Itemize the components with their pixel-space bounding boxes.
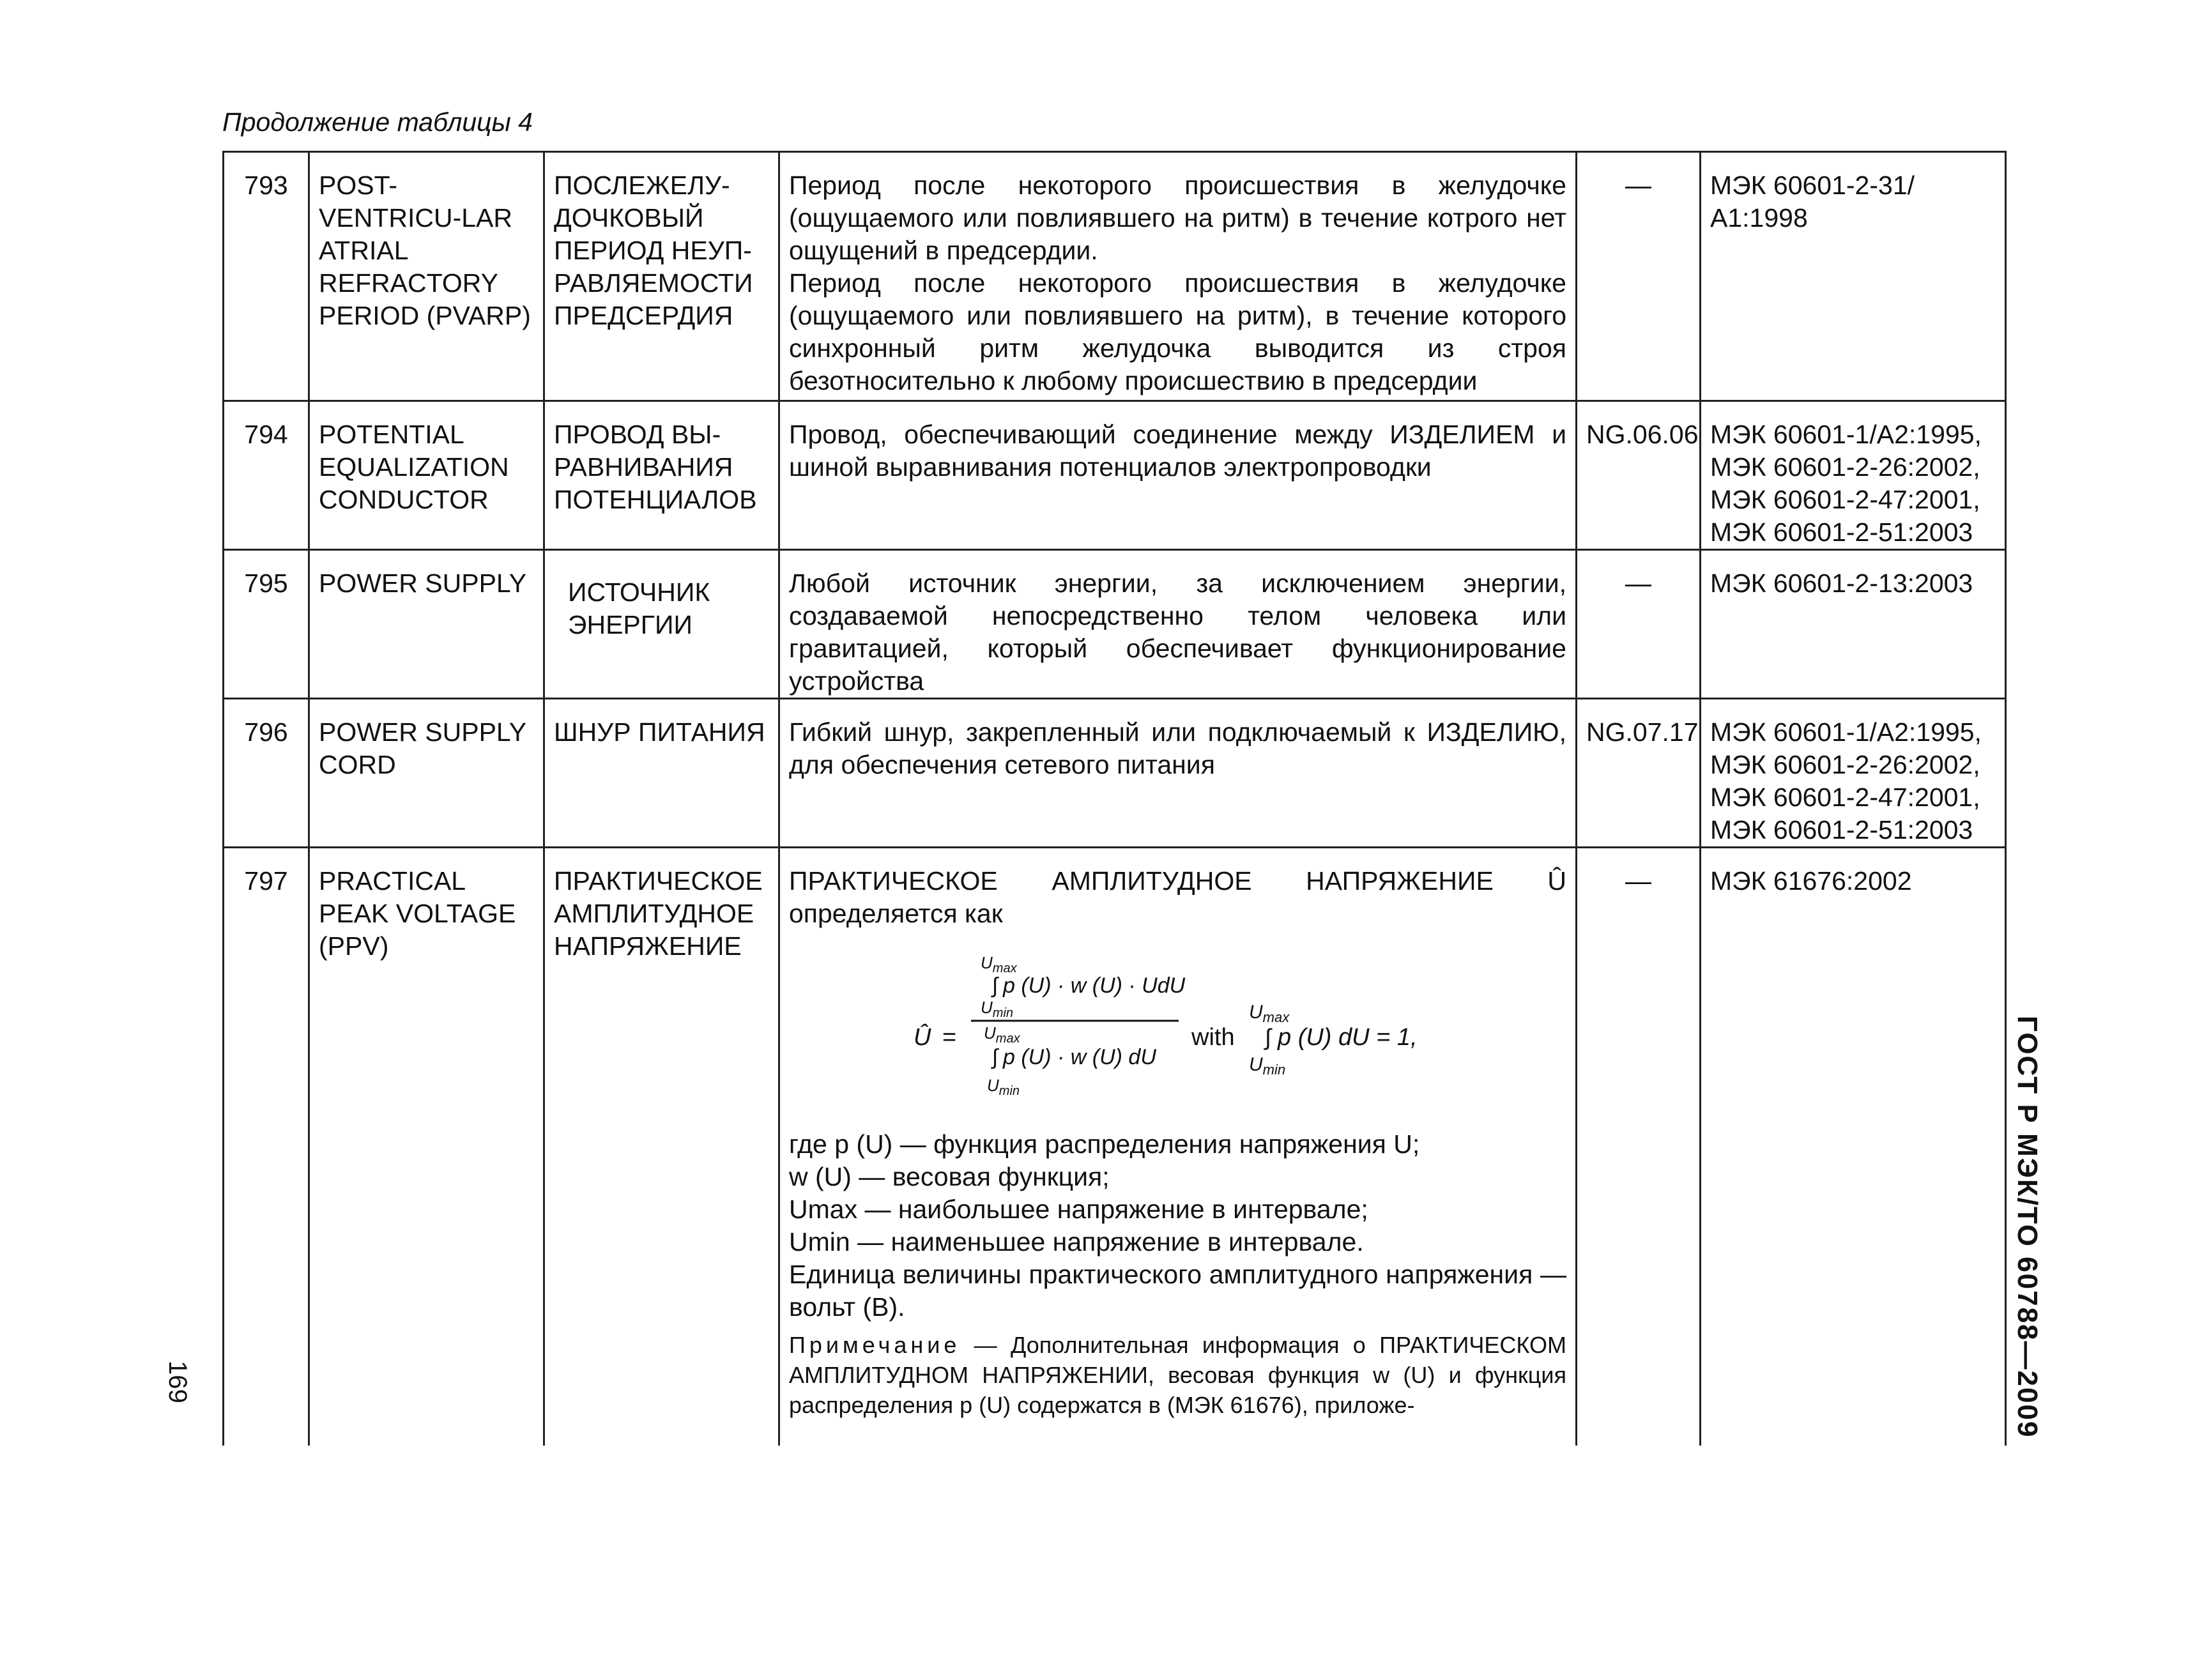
- definition-paragraph: ПРАКТИЧЕСКОЕ АМПЛИТУДНОЕ НАПРЯЖЕНИЕ Û определяется как: [789, 866, 1566, 928]
- ng-code: —: [1577, 550, 1701, 699]
- where-line: w (U) — весовая функция;: [789, 1162, 1110, 1191]
- term-english: POST-VENTRICU-LAR ATRIAL REFRACTORY PERIOD (PVARP): [309, 152, 544, 401]
- upper-limit: $U_{max}$: [981, 953, 1017, 975]
- formula-denominator: p (U) · w (U) dU: [1003, 1045, 1156, 1069]
- definition-paragraph: Провод, обеспечивающий соединение между ИЗДЕЛИЕМ и шиной выравнивания потенциалов электропроводки: [789, 420, 1566, 482]
- document-side-title: ГОСТ Р МЭК/ТО 60788—2009: [2012, 1016, 2043, 1439]
- term-russian: ПОСЛЕЖЕЛУ-ДОЧКОВЫЙ ПЕРИОД НЕУП-РАВЛЯЕМОСТИ ПРЕДСЕРДИЯ: [544, 152, 779, 401]
- ng-code: —: [1577, 848, 1701, 1446]
- definition-paragraph: Гибкий шнур, закрепленный или подключаемый к ИЗДЕЛИЮ, для обеспечения сетевого питания: [789, 717, 1566, 779]
- term-definition: [779, 401, 1577, 550]
- term-number: 793: [224, 152, 309, 401]
- term-russian: ПРАКТИЧЕСКОЕ АМПЛИТУДНОЕ НАПРЯЖЕНИЕ: [544, 848, 779, 1446]
- lower-limit: $U_{min}$: [987, 1076, 1020, 1098]
- table-row: [224, 152, 2006, 401]
- formula-constraint: p (U) dU = 1,: [1278, 1024, 1418, 1051]
- ng-code: NG.07.17: [1577, 699, 1701, 848]
- reference: МЭК 60601-1/А2:1995, МЭК 60601-2-26:2002, МЭК 60601-2-47:2001, МЭК 60601-2-51:2003: [1701, 699, 2006, 848]
- integral-sign: ∫: [992, 974, 998, 998]
- table-row: [224, 848, 2006, 1446]
- term-english: POTENTIAL EQUALIZATION CONDUCTOR: [309, 401, 544, 550]
- integral-sign: ∫: [1265, 1024, 1271, 1050]
- term-number: 795: [224, 550, 309, 699]
- integral-sign: ∫: [992, 1045, 998, 1069]
- note-label: Примечание: [789, 1332, 961, 1358]
- ppv-formula: [789, 949, 1566, 1109]
- lower-limit: $U_{min}$: [981, 998, 1014, 1020]
- formula-svg: [789, 949, 1568, 1109]
- where-line: Umin — наименьшее напряжение в интервале.: [789, 1227, 1364, 1256]
- term-english: POWER SUPPLY: [309, 550, 544, 699]
- term-definition: [779, 848, 1577, 1446]
- upper-limit: $U_{max}$: [1249, 1002, 1290, 1025]
- term-definition: [779, 550, 1577, 699]
- term-number: 796: [224, 699, 309, 848]
- note: [789, 1330, 1566, 1420]
- ng-code: NG.06.06: [1577, 401, 1701, 550]
- reference: МЭК 60601-2-31/А1:1998: [1701, 152, 2006, 401]
- term-russian-text: ИСТОЧНИК ЭНЕРГИИ: [568, 577, 710, 639]
- definition-paragraph: Период после некоторого происшествия в желудочке (ощущаемого или повлиявшего на ритм), в течение которого синхронный ритм желудочка выводится из строя безотносительно к любому происшествию в предсердии: [789, 268, 1566, 395]
- table-row: [224, 401, 2006, 550]
- table-row: [224, 550, 2006, 699]
- formula-numerator: p (U) · w (U) · UdU: [1003, 974, 1186, 998]
- term-english: PRACTICAL PEAK VOLTAGE (PPV): [309, 848, 544, 1446]
- page-number: 169: [164, 1361, 192, 1403]
- lower-limit: $U_{min}$: [1249, 1054, 1286, 1078]
- term-russian: ПРОВОД ВЫ-РАВНИВАНИЯ ПОТЕНЦИАЛОВ: [544, 401, 779, 550]
- reference: МЭК 61676:2002: [1701, 848, 2006, 1446]
- note-text: — Дополнительная информация о ПРАКТИЧЕСКОМ АМПЛИТУДНОМ НАПРЯЖЕНИИ, весовая функция w (U) и функция распределения p (U) содержатся в (МЭК 61676), приложе-: [789, 1332, 1566, 1418]
- formula-equals: =: [942, 1024, 957, 1051]
- reference: МЭК 60601-2-13:2003: [1701, 550, 2006, 699]
- definition-paragraph: Любой источник энергии, за исключением энергии, создаваемой непосредственно телом человека или гравитацией, который обеспечивает функционирование устройства: [789, 569, 1566, 696]
- term-english: POWER SUPPLY CORD: [309, 699, 544, 848]
- term-number: 794: [224, 401, 309, 550]
- term-russian: [544, 550, 779, 699]
- upper-limit: $U_{max}$: [984, 1023, 1020, 1046]
- ng-code: —: [1577, 152, 1701, 401]
- term-definition: [779, 152, 1577, 401]
- formula-with: with: [1191, 1024, 1235, 1051]
- table-caption: Продолжение таблицы 4: [222, 107, 533, 137]
- term-russian: ШНУР ПИТАНИЯ: [544, 699, 779, 848]
- definition-paragraph: Период после некоторого происшествия в желудочке (ощущаемого или повлиявшего на ритм) в течение котрого нет ощущений в предсердии.: [789, 171, 1566, 265]
- reference: МЭК 60601-1/А2:1995, МЭК 60601-2-26:2002, МЭК 60601-2-47:2001, МЭК 60601-2-51:2003: [1701, 401, 2006, 550]
- terms-table: [222, 151, 2007, 1446]
- table-row: [224, 699, 2006, 848]
- formula-lhs: Û: [914, 1024, 931, 1051]
- where-line: Umax — наибольшее напряжение в интервале;: [789, 1195, 1368, 1224]
- term-number: 797: [224, 848, 309, 1446]
- where-line: где p (U) — функция распределения напряжения U;: [789, 1129, 1420, 1159]
- where-line: Единица величины практического амплитудного напряжения — вольт (В).: [789, 1260, 1566, 1322]
- term-definition: [779, 699, 1577, 848]
